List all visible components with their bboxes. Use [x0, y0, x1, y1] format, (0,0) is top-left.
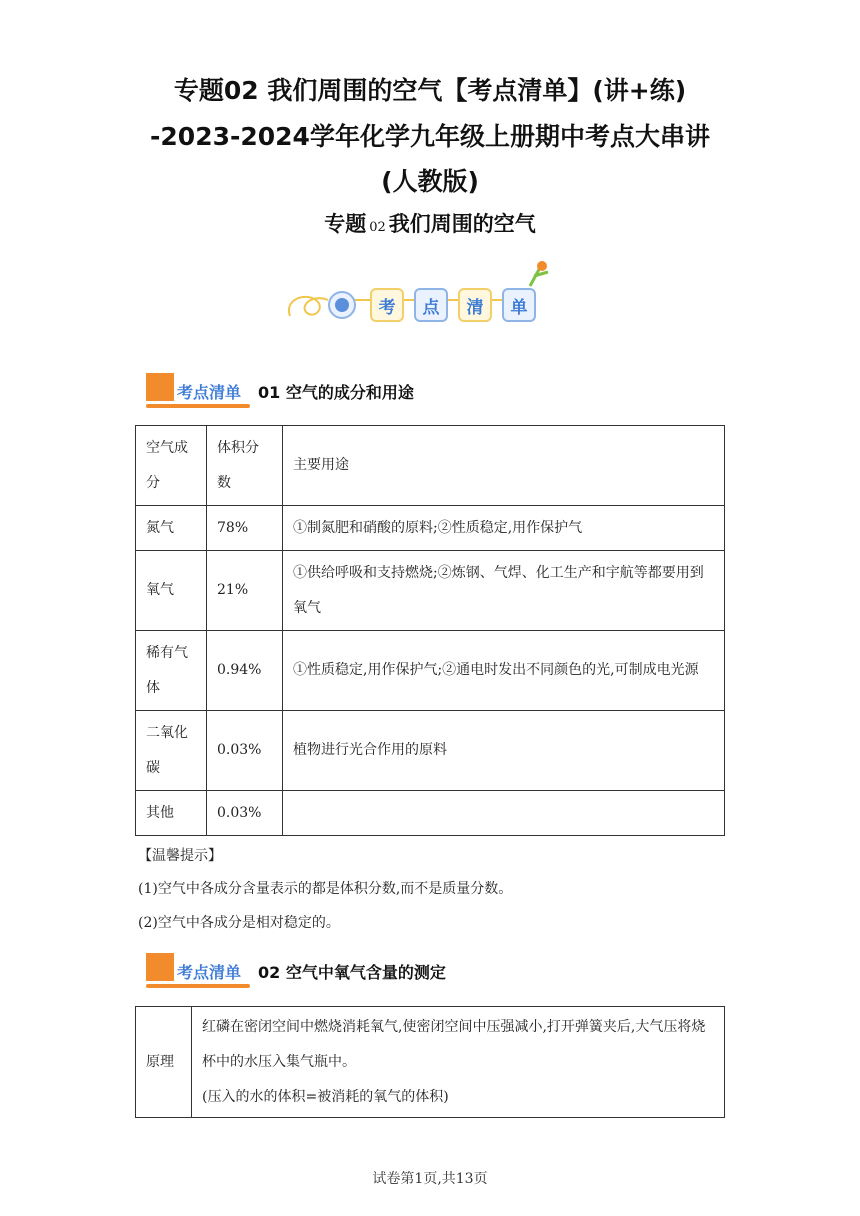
section-1-title: 01 空气的成分和用途 — [258, 383, 414, 402]
header-cell: 体积分数 — [207, 426, 283, 506]
section-1-label: 考点清单 — [177, 383, 242, 402]
document-title-line-1: 专题02 我们周围的空气【考点清单】(讲+练) — [173, 76, 687, 105]
table-cell: 稀有气体 — [136, 631, 207, 711]
oxygen-measurement-table — [135, 1006, 725, 1118]
tip-item-2: (2)空气中各成分是相对稳定的。 — [138, 915, 340, 931]
page-footer: 试卷第1页,共13页 — [372, 1171, 488, 1187]
principle-text: 红磷在密闭空间中燃烧消耗氧气,使密闭空间中压强减小,打开弹簧夹后,大气压将烧杯中的水压入集气瓶中。 — [202, 1018, 706, 1070]
table-cell: 0.94% — [207, 631, 283, 711]
banner-tile-2: 点 — [414, 288, 448, 322]
table-cell: 21% — [207, 551, 283, 631]
document-title-line-2: -2023-2024学年化学九年级上册期中考点大串讲 — [150, 122, 710, 151]
topic-subtitle — [0, 208, 860, 238]
table-cell: 氧气 — [136, 551, 207, 631]
subtitle-number: 02 — [369, 220, 386, 235]
table-cell: ①供给呼吸和支持燃烧;②炼钢、气焊、化工生产和宇航等都要用到氧气 — [283, 551, 725, 631]
section-1-heading — [146, 373, 646, 413]
table-cell: 0.03% — [207, 711, 283, 791]
table-cell: ①制氮肥和硝酸的原料;②性质稳定,用作保护气 — [283, 506, 725, 551]
table-cell: 二氧化碳 — [136, 711, 207, 791]
table-cell: 植物进行光合作用的原料 — [283, 711, 725, 791]
air-composition-table — [135, 425, 725, 836]
section-2-label: 考点清单 — [177, 963, 242, 982]
banner-tile-1: 考 — [370, 288, 404, 322]
tip-item-1: (1)空气中各成分含量表示的都是体积分数,而不是质量分数。 — [138, 881, 513, 897]
header-cell: 空气成分 — [136, 426, 207, 506]
tips-title: 【温馨提示】 — [138, 848, 222, 864]
section-2-title: 02 空气中氧气含量的测定 — [258, 963, 446, 982]
table-row — [136, 711, 725, 791]
section-marker-icon — [146, 373, 174, 401]
table-row — [136, 506, 725, 551]
table-row — [136, 631, 725, 711]
principle-label-cell: 原理 — [136, 1007, 192, 1118]
principle-note: (压入的水的体积=被消耗的氧气的体积) — [202, 1088, 449, 1105]
table-cell: 其他 — [136, 791, 207, 836]
subtitle-text: 我们周围的空气 — [388, 212, 536, 236]
table-cell: ①性质稳定,用作保护气;②通电时发出不同颜色的光,可制成电光源 — [283, 631, 725, 711]
principle-text-cell — [192, 1007, 725, 1118]
table-header-row — [136, 426, 725, 506]
section-underline — [146, 404, 250, 408]
table-row — [136, 1007, 725, 1118]
banner-tile-3: 清 — [458, 288, 492, 322]
banner-tile-4: 单 — [502, 288, 536, 322]
header-cell: 主要用途 — [283, 426, 725, 506]
table-row — [136, 551, 725, 631]
subtitle-prefix: 专题 — [324, 212, 367, 236]
table-cell: 0.03% — [207, 791, 283, 836]
table-row — [136, 791, 725, 836]
section-marker-icon — [146, 953, 174, 981]
checklist-banner — [284, 256, 564, 332]
section-2-heading — [146, 953, 646, 993]
table-cell: 78% — [207, 506, 283, 551]
document-title-line-3: (人教版) — [381, 167, 479, 196]
table-cell — [283, 791, 725, 836]
table-cell: 氮气 — [136, 506, 207, 551]
section-underline — [146, 984, 250, 988]
